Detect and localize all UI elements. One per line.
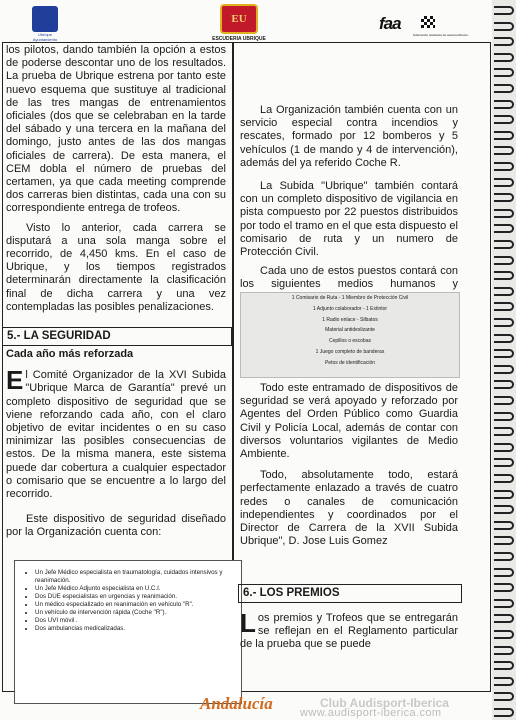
binding-ring-icon — [494, 536, 514, 545]
left-paragraph-1: los pilotos, dando también la opción a estos de poderse descontar uno de los resultados. La prueba de Ubrique estrena por tanto este nuevo esquema que sustituye al tradicional de las tres mangas de entrenamientos oficiales (dos que se celebraban en la tarde del sábado y una tercera en la mañana del domingo, justo antes de las dos mangas oficiales de carrera). De esta manera, el CEM dobla el número de pruebas del certamen, ya que cada meeting comprende dos carreras bien distintas, cada una con su correspondiente entrega de trofeos. — [6, 44, 226, 215]
binding-ring-icon — [494, 68, 514, 77]
binding-ring-icon — [494, 708, 514, 717]
binding-ring-icon — [494, 6, 514, 15]
binding-ring-icon — [494, 53, 514, 62]
binding-ring-icon — [494, 661, 514, 670]
faa-logo — [379, 14, 469, 38]
binding-ring-icon — [494, 84, 514, 93]
equipment-items — [241, 293, 459, 369]
binding-ring-icon — [494, 100, 514, 109]
equipment-row: 1 Adjunto colaborador - 1 Extintor — [312, 305, 388, 312]
right-paragraph-3: Cada uno de estos puestos contará con los siguientes medios humanos y — [240, 265, 458, 291]
equipment-row: 1 Juego completo de banderas — [315, 348, 385, 355]
binding-ring-icon — [494, 490, 514, 499]
binding-ring-icon — [494, 474, 514, 483]
list-item: • Un Jefe Médico Adjunto especialista en U.C.I. — [35, 585, 235, 593]
section-5-subtitle: Cada año más reforzada — [6, 348, 134, 360]
logo-left-label: Ubrique Ayuntamiento — [32, 32, 58, 42]
left-section-5 — [2, 327, 232, 346]
binding-ring-icon — [494, 365, 514, 374]
binding-ring-icon — [494, 380, 514, 389]
list-item: • Un médico especializado en reanimación en vehículo "R". — [35, 601, 235, 609]
left-paragraph-2: Visto lo anterior, cada carrera se disputará a una sola manga sobre el recorrido, de 4,450 kms. En el caso de Ubrique, y los tiempos registrados determinarán directamente la clasificación final de dicha carrera y una vez contempladas las posibles penalizaciones. — [6, 221, 226, 313]
logo-center-label: ESCUDERIA UBRIQUE — [212, 36, 266, 42]
right-column-end — [240, 608, 458, 652]
binding-ring-icon — [494, 224, 514, 233]
binding-ring-icon — [494, 458, 514, 467]
right-column — [240, 104, 458, 305]
binding-ring-icon — [494, 552, 514, 561]
binding-ring-icon — [494, 37, 514, 46]
binding-ring-icon — [494, 692, 514, 701]
right-paragraph-2: La Subida "Ubrique" también contará con un completo dispositivo de vigilancia en pista compuesto por 22 puestos distribuidos por todo el tramo en el que esta dispuesto el comisario de ruta y un numero de Protección Civil. — [240, 180, 458, 259]
binding-ring-icon — [494, 427, 514, 436]
list-item: • Dos ambulancias medicalizadas. — [35, 625, 235, 633]
shield-icon — [32, 6, 58, 32]
right-paragraph-6 — [240, 608, 458, 652]
binding-ring-icon — [494, 240, 514, 249]
binding-ring-icon — [494, 521, 514, 530]
section-5-heading: 5.- LA SEGURIDAD — [2, 327, 232, 346]
equipment-row: Petos de identificación — [324, 359, 376, 366]
binding-ring-icon — [494, 209, 514, 218]
binding-ring-icon — [494, 178, 514, 187]
faa-logo-subtitle: federación andaluza de automovilismo — [413, 33, 469, 37]
binding-ring-icon — [494, 334, 514, 343]
right-paragraph-4: Todo este entramado de dispositivos de seguridad se verá apoyado y reforzado por Agentes del Orden Público como Guardia Civil y Policía Local, además de contar con diversos voluntarios vigilantes de Medio Ambiente. — [240, 382, 458, 461]
binding-ring-icon — [494, 22, 514, 31]
binding-ring-icon — [494, 193, 514, 202]
list-item: • Dos DUE especialistas en urgencias y reanimación. — [35, 593, 235, 601]
watermark-url: www.audisport-iberica.com — [300, 707, 442, 719]
spiral-binding — [492, 0, 516, 720]
binding-ring-icon — [494, 412, 514, 421]
medical-staff-items — [35, 569, 235, 633]
binding-ring-icon — [494, 302, 514, 311]
equipment-row: Material antideslizante — [325, 327, 375, 334]
faa-logo-text: faa — [379, 14, 401, 33]
binding-ring-icon — [494, 115, 514, 124]
binding-ring-icon — [494, 646, 514, 655]
left-column — [6, 44, 226, 314]
right-column-lower — [240, 382, 458, 548]
andalucia-logo — [200, 694, 273, 714]
escuderia-emblem-icon: EU — [220, 4, 258, 34]
binding-ring-icon — [494, 146, 514, 155]
binding-ring-icon — [494, 583, 514, 592]
binding-ring-icon — [494, 131, 514, 140]
binding-ring-icon — [494, 349, 514, 358]
equipment-row: 1 Comisario de Ruta - 1 Miembro de Protección Civil — [291, 295, 409, 301]
binding-ring-icon — [494, 614, 514, 623]
medical-staff-list — [14, 560, 242, 704]
binding-ring-icon — [494, 677, 514, 686]
escuderia-ubrique-logo — [211, 4, 267, 42]
equipment-row: 1 Radio enlace - Silbatos — [322, 316, 378, 323]
left-paragraph-3 — [6, 365, 226, 501]
right-section-6 — [238, 584, 462, 603]
ubrique-crest-logo — [32, 6, 58, 40]
equipment-row: Cepillos o escobas — [329, 338, 371, 345]
binding-ring-icon — [494, 256, 514, 265]
right-paragraph-6-text: os premios y Trofeos que se entregarán se reflejan en el Reglamento particular de la prueba que se puede — [240, 612, 458, 651]
binding-ring-icon — [494, 505, 514, 514]
list-item: • Un Jefe Médico especialista en traumatología, cuidados intensivos y reanimación. — [35, 569, 235, 585]
binding-ring-icon — [494, 162, 514, 171]
binding-ring-icon — [494, 287, 514, 296]
binding-ring-icon — [494, 599, 514, 608]
section-6-heading: 6.- LOS PREMIOS — [238, 584, 462, 603]
list-item: • Un vehículo de intervención rápida (Coche "R"). — [35, 609, 235, 617]
right-paragraph-5: Todo, absolutamente todo, estará perfectamente enlazado a través de cuatro redes o canales de comunicación independientes y coordinados por el Director de Carrera de la XVII Subida Ubrique", D. Jose Luis Gomez — [240, 469, 458, 548]
left-paragraph-4: Este dispositivo de seguridad diseñado por la Organización cuenta con: — [6, 513, 226, 539]
binding-ring-icon — [494, 271, 514, 280]
checkered-flag-icon — [421, 16, 435, 28]
left-column-lower — [6, 348, 226, 540]
binding-ring-icon — [494, 443, 514, 452]
left-paragraph-3-text: l Comité Organizador de la XVI Subida "Ubrique Marca de Garantía" prevé un completo dispositivo de seguridad que se viene reforzando cada año, con el claro objetivo de evitar incidentes o en su caso minimizar las posibles consecuencias de estos. De la misma manera, este sistema puede dar cobertura a cualquier espectador o comisario que se encuentre a lo largo del recorrido. — [6, 369, 226, 501]
list-item: • Dos UVI móvil . — [35, 617, 235, 625]
equipment-table — [240, 292, 460, 378]
binding-ring-icon — [494, 568, 514, 577]
right-paragraph-1: La Organización también cuenta con un servicio especial contra incendios y rescates, formado por 12 bomberos y 5 vehículos (1 de mando y 4 de intervención), además del ya referido Coche R. — [240, 104, 458, 169]
binding-ring-icon — [494, 318, 514, 327]
watermark-club: Club Audisport-Iberica — [320, 696, 449, 710]
binding-ring-icon — [494, 630, 514, 639]
drop-cap-e: E — [6, 365, 24, 396]
drop-cap-l: L — [240, 608, 256, 638]
binding-ring-icon — [494, 396, 514, 405]
andalucia-logo-text: Andalucía — [200, 694, 273, 713]
